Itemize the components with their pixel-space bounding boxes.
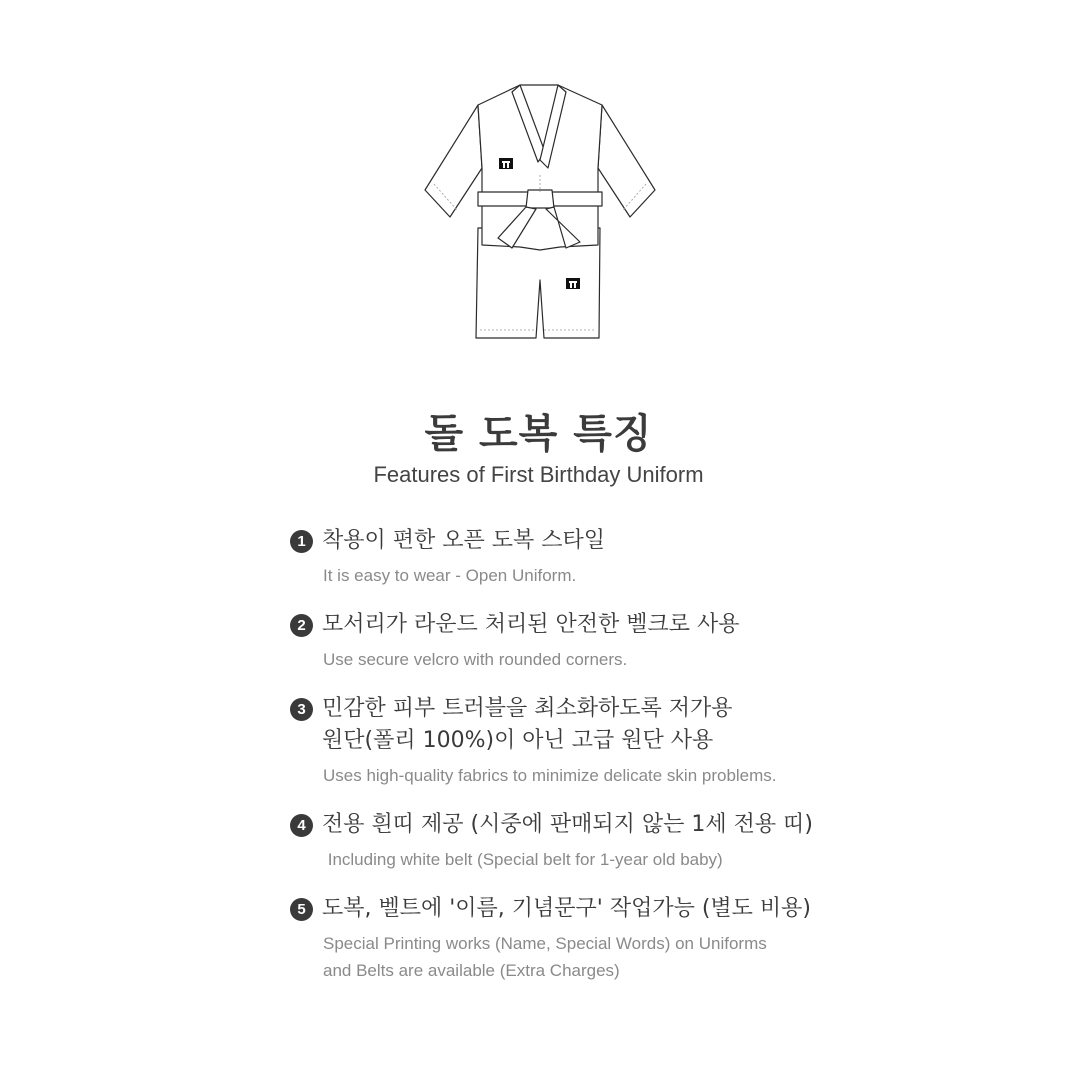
feature-korean-text: 민감한 피부 트러블을 최소화하도록 저가용 bbox=[322, 696, 733, 721]
feature-korean-text: 전용 흰띠 제공 (시중에 판매되지 않는 1세 전용 띠) bbox=[322, 812, 813, 837]
feature-item-1 bbox=[290, 525, 850, 589]
number-badge: 5 bbox=[290, 898, 313, 921]
feature-english-text: Use secure velcro with rounded corners. bbox=[323, 650, 628, 669]
feature-item-3 bbox=[290, 693, 850, 789]
feature-item-5 bbox=[290, 893, 850, 984]
feature-english-text: Including white belt (Special belt for 1-year old baby) bbox=[323, 850, 723, 869]
number-badge: 4 bbox=[290, 814, 313, 837]
feature-item-2 bbox=[290, 609, 850, 673]
feature-korean-text: 모서리가 라운드 처리된 안전한 벨크로 사용 bbox=[322, 612, 740, 637]
page-title: 돌 도복 특징 bbox=[424, 411, 653, 457]
uniform-illustration bbox=[420, 80, 660, 345]
feature-english-text: and Belts are available (Extra Charges) bbox=[323, 961, 620, 980]
feature-korean-text: 착용이 편한 오픈 도복 스타일 bbox=[322, 528, 605, 553]
page-subtitle: Features of First Birthday Uniform bbox=[373, 462, 704, 487]
feature-list bbox=[290, 525, 850, 1004]
feature-item-4 bbox=[290, 809, 850, 873]
feature-english-text: Uses high-quality fabrics to minimize delicate skin problems. bbox=[323, 766, 777, 785]
feature-english-text: Special Printing works (Name, Special Words) on Uniforms bbox=[323, 934, 767, 953]
number-badge: 3 bbox=[290, 698, 313, 721]
feature-english-text: It is easy to wear - Open Uniform. bbox=[323, 566, 577, 585]
feature-korean-text: 도복, 벨트에 '이름, 기념문구' 작업가능 (별도 비용) bbox=[322, 896, 811, 921]
number-badge: 1 bbox=[290, 530, 313, 553]
taekwondo-uniform-icon bbox=[420, 80, 660, 345]
feature-korean-text: 원단(폴리 100%)이 아닌 고급 원단 사용 bbox=[322, 728, 714, 753]
number-badge: 2 bbox=[290, 614, 313, 637]
